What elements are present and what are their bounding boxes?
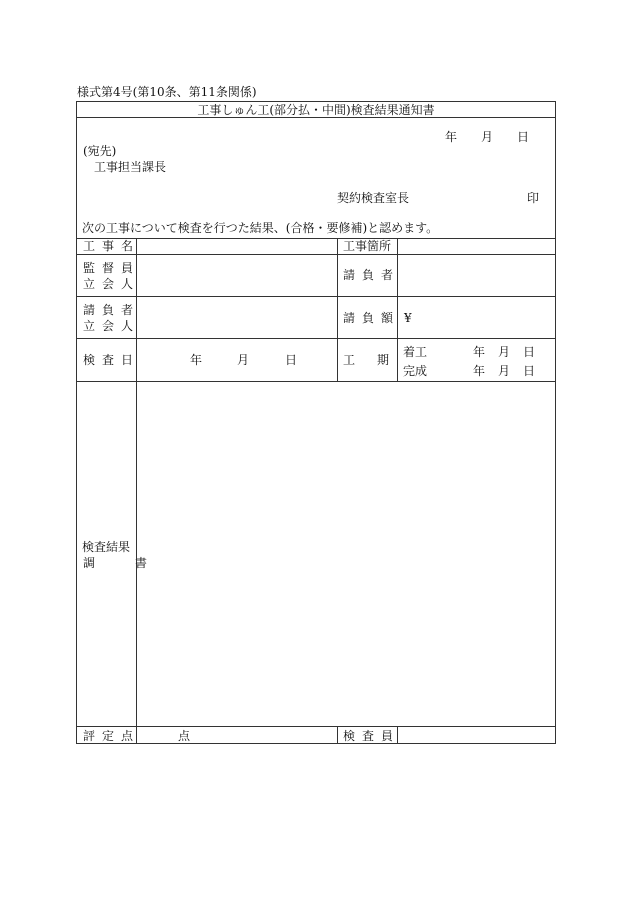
addressee-name: 工事担当課長: [94, 160, 167, 174]
rule: [77, 238, 555, 239]
addressee-label: (宛先): [83, 144, 117, 158]
rule: [77, 338, 555, 339]
inspection-date-label: 検査日: [83, 353, 141, 367]
form-number: 様式第4号(第10条、第11条関係): [77, 85, 257, 99]
completion-label: 完成: [403, 364, 428, 378]
rule: [337, 238, 338, 381]
score-label: 評定点: [83, 729, 141, 743]
inspector-label: 検査員: [343, 729, 401, 743]
period-label: 工期: [343, 353, 412, 367]
seal-mark: 印: [527, 191, 540, 205]
result-label-2: 調 書: [83, 556, 162, 570]
rule: [337, 726, 338, 743]
result-label: 検査結果: [82, 540, 131, 554]
start-label: 着工: [403, 345, 428, 359]
date-year: 年: [445, 130, 458, 144]
contractor-row-label: 請負者: [83, 303, 141, 317]
contractor-witness-label: 立会人: [83, 319, 141, 333]
date-day: 日: [517, 130, 530, 144]
statement: 次の工事について検査を行つた結果、(合格・要修補)と認めます。: [82, 221, 439, 235]
insp-year: 年: [190, 353, 203, 367]
work-location-label: 工事箇所: [343, 239, 392, 253]
start-month: 月: [498, 345, 511, 359]
completion-month: 月: [498, 364, 511, 378]
supervisor-label: 監督員: [83, 261, 141, 275]
start-day: 日: [523, 345, 536, 359]
completion-year: 年: [473, 364, 486, 378]
completion-day: 日: [523, 364, 536, 378]
rule: [77, 381, 555, 382]
contract-amount-label: 請負額: [343, 311, 401, 325]
form-title: 工事しゅん工(部分払・中間)検査結果通知書: [197, 103, 435, 117]
work-name-label: 工事名: [83, 239, 141, 253]
score-unit: 点: [178, 729, 191, 743]
rule: [77, 726, 555, 727]
amount-value: ¥: [404, 311, 412, 325]
start-year: 年: [473, 345, 486, 359]
witness-label: 立会人: [83, 277, 141, 291]
date-month: 月: [481, 130, 494, 144]
inspection-form: [76, 101, 556, 744]
rule: [77, 296, 555, 297]
insp-month: 月: [237, 353, 250, 367]
contractor-label: 請負者: [343, 268, 401, 282]
rule: [77, 254, 555, 255]
rule: [77, 117, 555, 118]
issuer-title: 契約検査室長: [337, 191, 410, 205]
insp-day: 日: [285, 353, 298, 367]
